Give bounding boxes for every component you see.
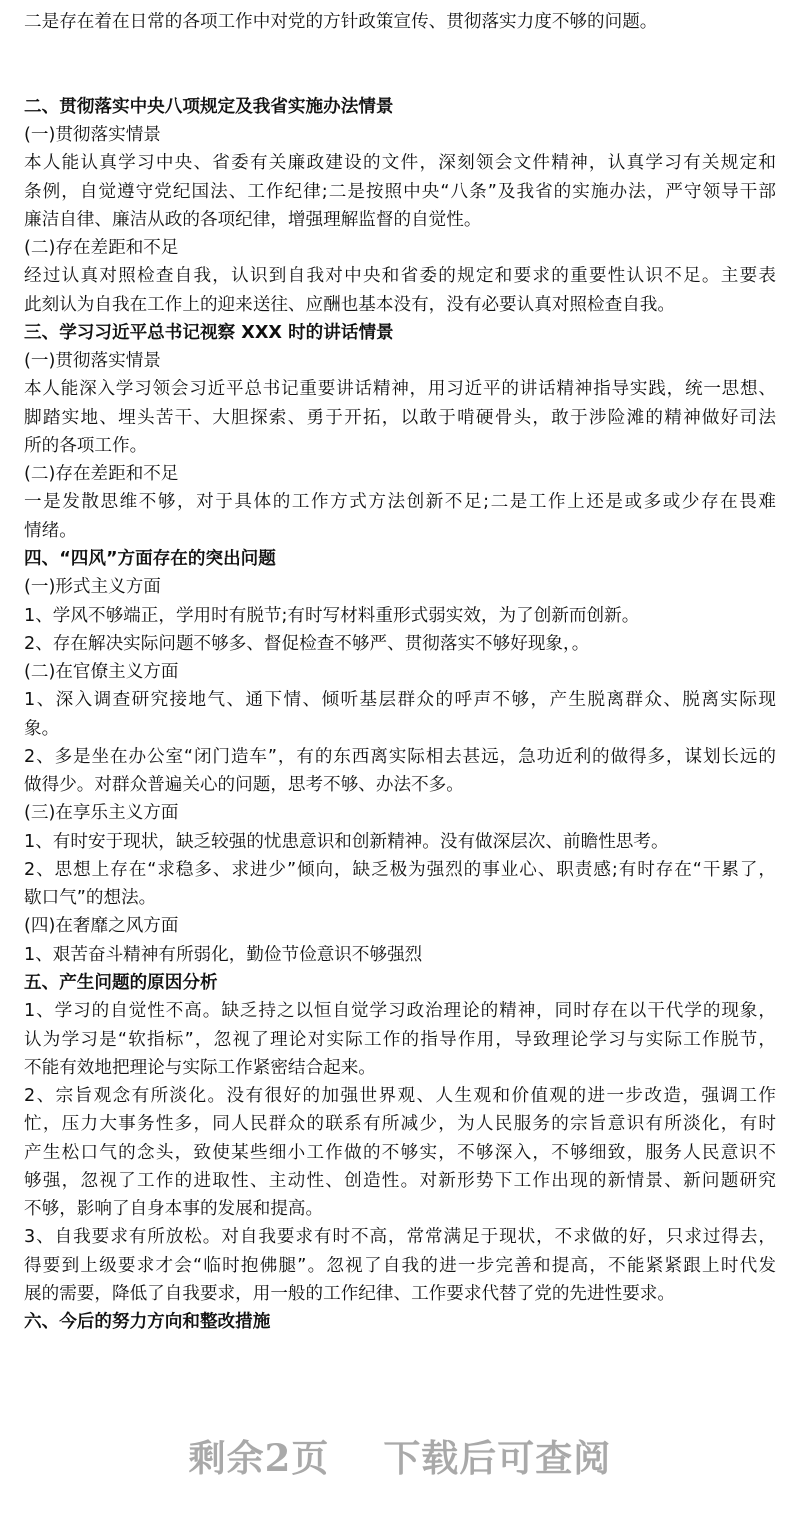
text-line: 所的各项工作。 xyxy=(24,435,148,456)
paragraph xyxy=(24,856,776,913)
text-line: 二是存在着在日常的各项工作中对党的方针政策宣传、贯彻落实力度不够的问题。 xyxy=(24,12,658,32)
text-line: 1、深入调查研究接地气、通下情、倾听基层群众的呼声不够，产生脱离群众、脱离实际现 xyxy=(24,690,776,711)
remaining-pages-label[interactable]: 剩余2页 xyxy=(188,1436,330,1480)
text-line: 展的需要，降低了自我要求，用一般的工作纪律、工作要求代替了党的先进性要求。 xyxy=(24,1283,675,1304)
text-line: 廉洁自律、廉洁从政的各项纪律，增强理解监督的自觉性。 xyxy=(24,209,482,230)
text-line: (一)贯彻落实情景 xyxy=(24,351,161,372)
download-to-view-label[interactable]: 下载后可查阅 xyxy=(383,1436,612,1480)
text-line: 1、学习的自觉性不高。缺乏持之以恒自觉学习政治理论的精神，同时存在以干代学的现象， xyxy=(24,1001,776,1022)
text-line: 3、自我要求有所放松。对自我要求有时不高，常常满足于现状，不求做的好，只求过得去， xyxy=(24,1227,776,1248)
text-line: 四、“四风”方面存在的突出问题 xyxy=(24,549,276,570)
paragraph xyxy=(24,234,776,262)
document-body xyxy=(24,8,776,1336)
text-line: (四)在奢靡之风方面 xyxy=(24,916,179,937)
paragraph xyxy=(24,8,776,36)
section-heading xyxy=(24,1308,776,1336)
paragraph xyxy=(24,488,776,545)
text-line: 六、今后的努力方向和整改措施 xyxy=(24,1312,271,1333)
paragraph-spacer xyxy=(24,36,776,93)
text-line: 经过认真对照检查自我，认识到自我对中央和省委的规定和要求的重要性认识不足。主要表 xyxy=(24,266,776,287)
section-heading xyxy=(24,93,776,121)
text-line: 忙，压力大事务性多，同人民群众的联系有所减少，为人民服务的宗旨意识有所淡化，有时 xyxy=(24,1114,776,1135)
text-line: (一)形式主义方面 xyxy=(24,577,161,598)
text-line: (二)在官僚主义方面 xyxy=(24,662,179,683)
paragraph xyxy=(24,573,776,601)
text-line: 够强，忽视了工作的进取性、主动性、创造性。对新形势下工作出现的新情景、新问题研究 xyxy=(24,1170,776,1191)
text-line: 条例，自觉遵守党纪国法、工作纪律;二是按照中央“八条”及我省的实施办法，严守领导干部 xyxy=(24,181,776,202)
paragraph xyxy=(24,743,776,800)
paragraph xyxy=(24,149,776,234)
text-line: 脚踏实地、埋头苦干、大胆探索、勇于开拓，以敢于啃硬骨头，敢于涉险滩的精神做好司法 xyxy=(24,407,776,428)
paragraph xyxy=(24,460,776,488)
text-line: 五、产生问题的原因分析 xyxy=(24,973,218,993)
paragraph xyxy=(24,262,776,319)
paragraph xyxy=(24,799,776,827)
paragraph xyxy=(24,941,776,969)
text-line: 歇口气”的想法。 xyxy=(24,888,157,909)
text-line: 此刻认为自我在工作上的迎来送往、应酬也基本没有，没有必要认真对照检查自我。 xyxy=(24,294,675,315)
section-heading xyxy=(24,545,776,573)
text-line: 1、艰苦奋斗精神有所弱化，勤俭节俭意识不够强烈 xyxy=(24,944,423,965)
text-line: 二、贯彻落实中央八项规定及我省实施办法情景 xyxy=(24,96,394,117)
paragraph xyxy=(24,1082,776,1223)
text-line: (三)在享乐主义方面 xyxy=(24,803,179,824)
text-line: 情绪。 xyxy=(24,520,77,541)
text-line: 做得少。对群众普遍关心的问题，思考不够、办法不多。 xyxy=(24,775,464,796)
text-line: 得要到上级要求才会“临时抱佛腿”。忽视了自我的进一步完善和提高，不能紧紧跟上时代发 xyxy=(24,1255,776,1276)
paragraph xyxy=(24,375,776,460)
text-line: (一)贯彻落实情景 xyxy=(24,125,161,146)
paragraph xyxy=(24,121,776,149)
paragraph xyxy=(24,658,776,686)
text-line: 不能有效地把理论与实际工作紧密结合起来。 xyxy=(24,1057,376,1078)
paragraph xyxy=(24,997,776,1082)
section-heading xyxy=(24,969,776,997)
paragraph xyxy=(24,828,776,856)
text-line: 三、学习习近平总书记视察 XXX 时的讲话情景 xyxy=(24,322,394,343)
text-line: 2、宗旨观念有所淡化。没有很好的加强世界观、人生观和价值观的进一步改造，强调工作 xyxy=(24,1086,776,1107)
download-prompt[interactable] xyxy=(0,1428,800,1482)
text-line: 不够，影响了自身本事的发展和提高。 xyxy=(24,1199,324,1220)
text-line: 2、存在解决实际问题不够多、督促检查不够严、贯彻落实不够好现象，。 xyxy=(24,633,590,654)
text-line: 象。 xyxy=(24,718,60,739)
paragraph xyxy=(24,686,776,743)
text-line: 2、多是坐在办公室“闭门造车”，有的东西离实际相去甚远，急功近利的做得多，谋划长远的 xyxy=(24,746,776,767)
text-line: 产生松口气的念头，致使某些细小工作做的不够实，不够深入，不够细致，服务人民意识不 xyxy=(24,1142,776,1163)
text-line: 2、思想上存在“求稳多、求进少”倾向，缺乏极为强烈的事业心、职责感;有时存在“干累了， xyxy=(24,859,776,880)
text-line: 认为学习是“软指标”，忽视了理论对实际工作的指导作用，导致理论学习与实际工作脱节， xyxy=(24,1029,776,1050)
text-line: 1、学风不够端正，学用时有脱节;有时写材料重形式弱实效，为了创新而创新。 xyxy=(24,605,640,626)
text-line: (二)存在差距和不足 xyxy=(24,238,179,259)
paragraph xyxy=(24,1223,776,1308)
text-line: 本人能深入学习领会习近平总书记重要讲话精神，用习近平的讲话精神指导实践，统一思想、 xyxy=(24,379,776,400)
text-line: 本人能认真学习中央、省委有关廉政建设的文件，深刻领会文件精神，认真学习有关规定和 xyxy=(24,153,776,174)
text-line: 一是发散思维不够，对于具体的工作方式方法创新不足;二是工作上还是或多或少存在畏难 xyxy=(24,492,776,513)
paragraph xyxy=(24,602,776,630)
paragraph xyxy=(24,347,776,375)
paragraph xyxy=(24,630,776,658)
text-line: (二)存在差距和不足 xyxy=(24,464,179,485)
paragraph xyxy=(24,912,776,940)
section-heading xyxy=(24,319,776,347)
text-line: 1、有时安于现状，缺乏较强的忧患意识和创新精神。没有做深层次、前瞻性思考。 xyxy=(24,831,669,852)
